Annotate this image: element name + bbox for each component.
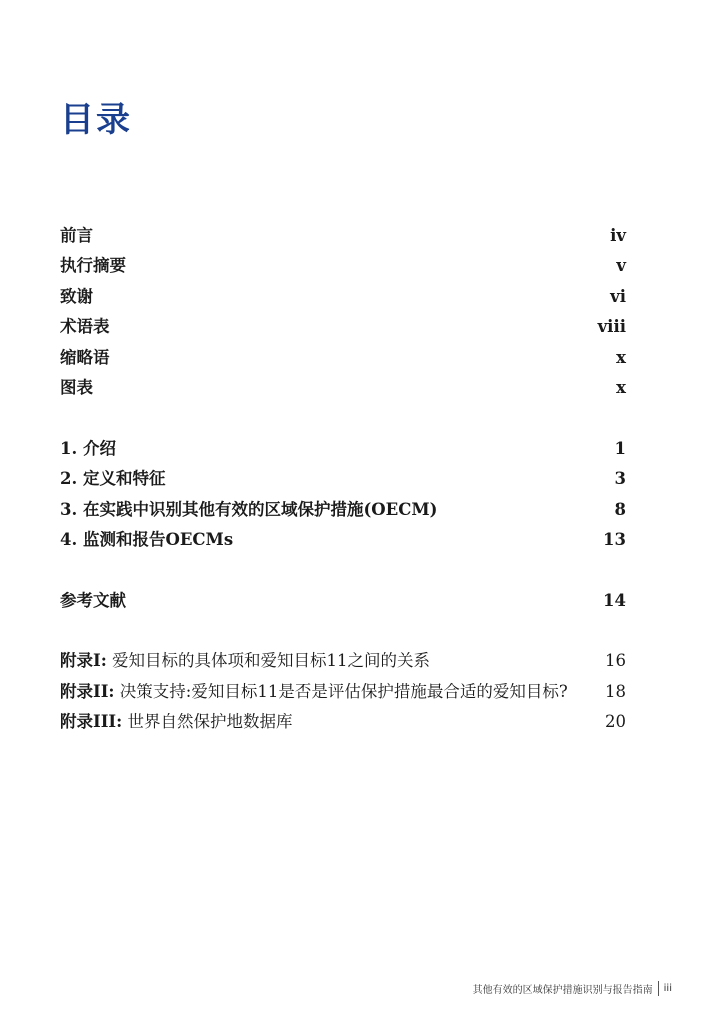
section-gap [60, 404, 626, 434]
footer-page-number: iii [663, 983, 672, 994]
toc-entry-figures-tables[interactable] [60, 374, 626, 404]
toc-entry-label: 2. 定义和特征 [60, 469, 166, 489]
toc-entry-label: 前言 [60, 226, 93, 245]
page-title: 目录 [60, 100, 132, 140]
toc-entry-page: 8 [614, 499, 626, 519]
toc-entry-page: 14 [603, 590, 626, 610]
toc-entry-annex-1[interactable] [60, 647, 626, 677]
toc-entry-label: 参考文献 [60, 590, 126, 610]
toc-entry-page: x [616, 347, 626, 367]
toc-entry-abbreviations[interactable] [60, 344, 626, 374]
toc-entry-chapter-4[interactable] [60, 526, 626, 556]
toc-entry-label [60, 647, 430, 671]
toc-entry-glossary[interactable] [60, 313, 626, 343]
toc-entry-chapter-1[interactable] [60, 435, 626, 465]
toc-entry-page: iv [610, 226, 626, 245]
toc-entry-page: v [616, 256, 626, 276]
toc-entry-label: 术语表 [60, 317, 110, 337]
table-of-contents [60, 222, 626, 739]
annex-title: 决策支持:爱知目标11是否是评估保护措施最合适的爱知目标? [114, 681, 568, 701]
annex-title: 爱知目标的具体项和爱知目标11之间的关系 [106, 651, 431, 671]
annex-prefix: 附录II: [60, 681, 115, 701]
toc-entry-page: viii [597, 317, 626, 337]
toc-entry-chapter-2[interactable] [60, 465, 626, 495]
annex-title: 世界自然保护地数据库 [122, 712, 293, 732]
toc-entry-foreword[interactable] [60, 222, 626, 252]
annex-prefix: 附录III: [60, 712, 123, 732]
toc-entry-page: 3 [614, 469, 626, 489]
toc-entry-label: 3. 在实践中识别其他有效的区域保护措施(OECM) [60, 499, 438, 519]
annex-prefix: 附录I: [60, 651, 107, 671]
toc-entry-page: 20 [605, 712, 626, 732]
toc-entry-page: x [616, 377, 626, 397]
footer-divider [658, 981, 659, 996]
page-footer [473, 981, 672, 996]
toc-entry-label: 图表 [60, 377, 93, 397]
toc-entry-acknowledgements[interactable] [60, 283, 626, 313]
toc-entry-page: 16 [605, 651, 626, 671]
toc-entry-label [60, 708, 293, 732]
toc-entry-annex-2[interactable] [60, 678, 626, 708]
toc-entry-label: 4. 监测和报告OECMs [60, 529, 234, 549]
toc-entry-page: 18 [605, 681, 626, 701]
toc-entry-annex-3[interactable] [60, 708, 626, 738]
toc-entry-executive-summary[interactable] [60, 252, 626, 282]
toc-entry-chapter-3[interactable] [60, 496, 626, 526]
toc-entry-label: 致谢 [60, 286, 93, 306]
section-gap [60, 556, 626, 586]
toc-entry-references[interactable] [60, 587, 626, 617]
toc-entry-label: 缩略语 [60, 347, 110, 367]
toc-entry-page: 13 [603, 529, 626, 549]
toc-entry-page: 1 [614, 438, 626, 458]
toc-entry-label: 执行摘要 [60, 256, 126, 276]
toc-entry-page: vi [610, 286, 626, 306]
toc-entry-label [60, 678, 568, 702]
footer-document-title: 其他有效的区域保护措施识别与报告指南 [472, 985, 653, 996]
section-gap [60, 617, 626, 647]
toc-entry-label: 1. 介绍 [60, 438, 116, 458]
